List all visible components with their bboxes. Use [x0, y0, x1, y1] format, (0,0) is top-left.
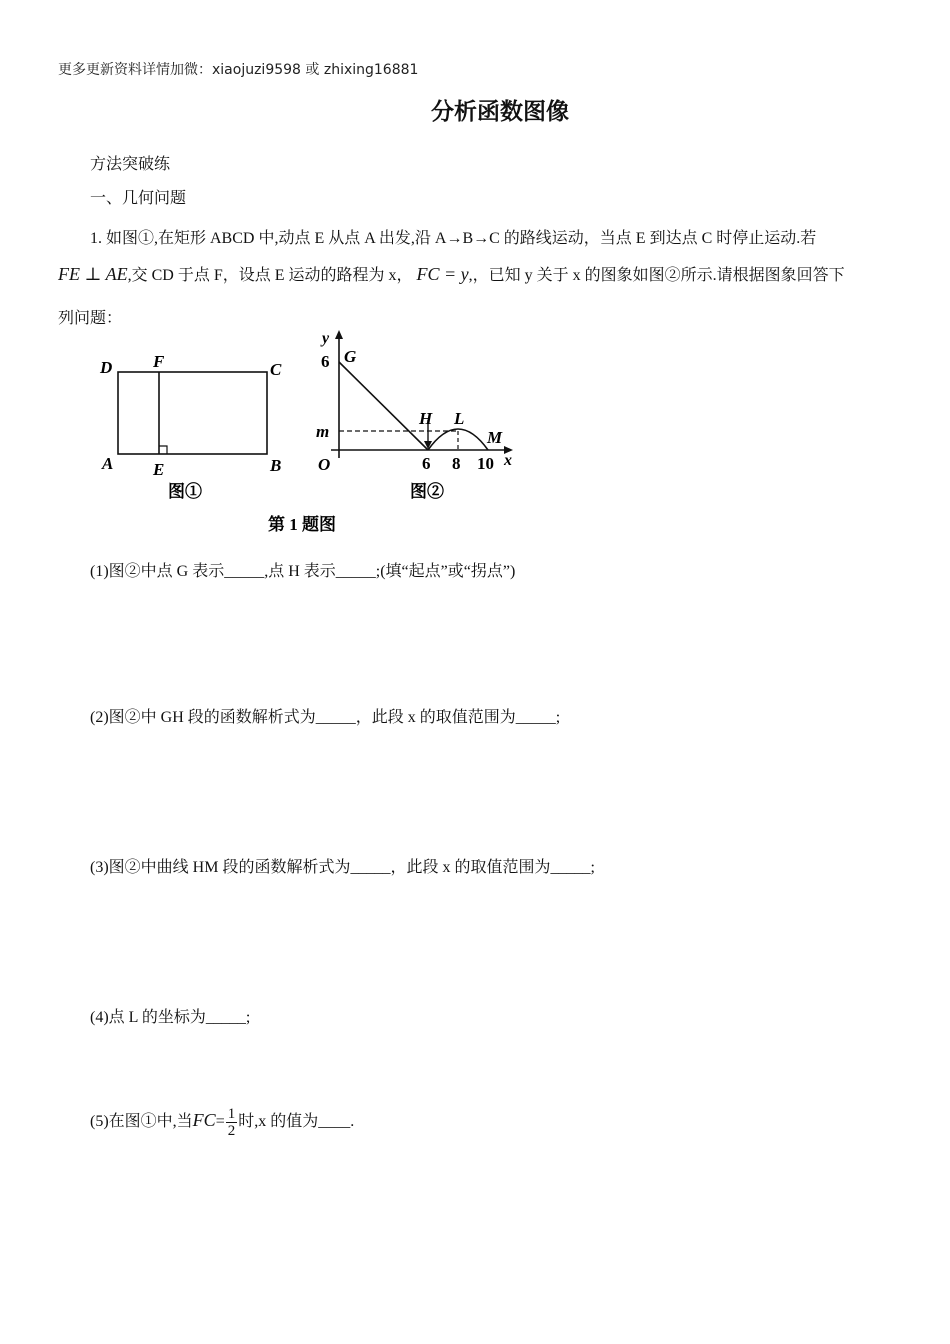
fc-equals-y: FC = y: [416, 264, 469, 284]
fraction-one-half: [226, 1106, 238, 1139]
question-2: (2)图②中 GH 段的函数解析式为_____，此段 x 的取值范围为_____;: [90, 709, 561, 726]
label-x: x: [504, 452, 512, 469]
section-geometry: 一、几何问题: [90, 188, 187, 207]
rectangle-abcd: [118, 372, 267, 454]
problem-line-2-text-b: ,，已知 y 关于 x 的图象如图②所示.请根据图象回答下: [468, 267, 845, 284]
problem-line-2-text-a: ,交 CD 于点 F，设点 E 运动的路程为 x，: [127, 267, 413, 284]
problem-line-2: [58, 262, 845, 285]
tick-x-10: 10: [477, 454, 494, 473]
section-method: 方法突破练: [90, 154, 171, 173]
figure-1-rectangle: [99, 352, 282, 501]
question-4: (4)点 L 的坐标为_____;: [90, 1009, 251, 1026]
question-1: (1)图②中点 G 表示_____,点 H 表示_____;(填“起点”或“拐点”): [90, 563, 516, 580]
label-F: F: [153, 352, 165, 371]
fraction-denominator: 2: [227, 1122, 236, 1139]
label-C: C: [270, 360, 282, 379]
problem-line-1: 1. 如图①,在矩形 ABCD 中,动点 E 从点 A 出发,沿 A→B→C 的路线运动，当点 E 到达点 C 时停止运动.若: [90, 230, 817, 247]
page-header: 更多更新资料详情加微：xiaojuzi9598 或 zhixing16881: [58, 62, 419, 78]
label-A: A: [102, 454, 114, 473]
label-L: L: [454, 409, 465, 428]
question-5-prefix: (5)在图①中,当: [90, 1113, 193, 1130]
question-3: (3)图②中曲线 HM 段的函数解析式为_____，此段 x 的取值范围为_____;: [90, 859, 595, 876]
y-axis-arrow: [335, 330, 343, 339]
question-5-suffix: 时,x 的值为____.: [238, 1113, 355, 1130]
label-m: m: [316, 422, 330, 441]
caption-figure-1: 图①: [168, 482, 202, 501]
label-B: B: [270, 456, 282, 475]
page-title: 分析函数图像: [431, 99, 569, 125]
question-5-fc: FC: [192, 1110, 216, 1130]
right-angle-mark: [159, 446, 167, 454]
label-O: O: [318, 455, 331, 474]
label-E: E: [153, 460, 165, 479]
question-5-equals: =: [215, 1113, 225, 1130]
tick-x-6: 6: [422, 454, 431, 473]
figure-caption: 第 1 题图: [268, 515, 336, 534]
label-D: D: [100, 358, 113, 377]
tick-x-8: 8: [452, 454, 461, 473]
perpendicular-condition: FE ⊥ AE: [58, 264, 128, 284]
label-G: G: [344, 347, 357, 366]
fraction-numerator: 1: [227, 1105, 236, 1122]
label-H: H: [419, 409, 433, 428]
label-M: M: [487, 428, 503, 447]
figure-2-graph: [316, 330, 513, 501]
label-y: y: [322, 330, 330, 347]
caption-figure-2: 图②: [410, 482, 444, 501]
problem-figure: [90, 325, 540, 540]
segment-gh: [339, 362, 428, 450]
problem-line-3: 列问题：: [58, 310, 123, 327]
question-5: [90, 1097, 354, 1145]
tick-y-6: 6: [321, 352, 330, 371]
